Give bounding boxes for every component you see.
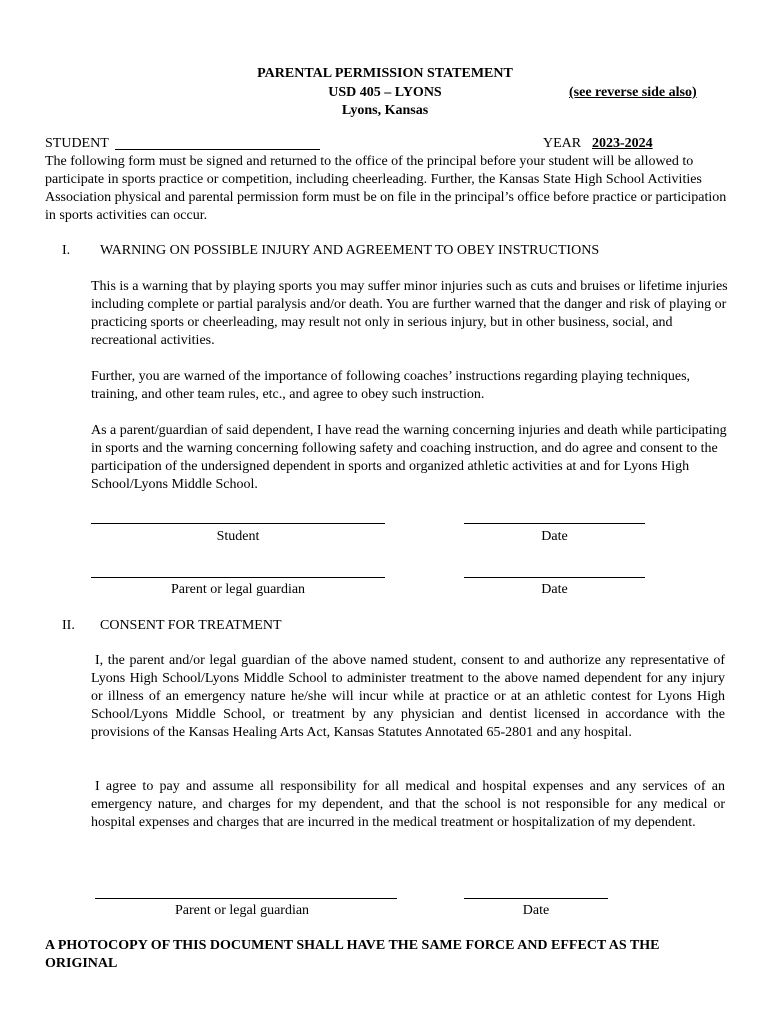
- section1-paragraph-3: As a parent/guardian of said dependent, I have read the warning concerning injuries and death while participating in sports and the warning concerning following safety and coaching instruction, and do agree and consent to the participation of the undersigned dependent in sports and organized athletic activities at and for Lyons High School/Lyons Middle School.: [91, 423, 727, 492]
- student-label: STUDENT: [45, 136, 109, 151]
- district-name: USD 405 – LYONS: [328, 85, 442, 100]
- intro-paragraph: The following form must be signed and returned to the office of the principal before your student will be allowed to participate in sports practice or competition, including cheerleading. Further, the Kansas State High School Activities Association physical and parental permission form must be on file in the principal’s office before practice or participation in sports activities can occur.: [45, 154, 727, 223]
- date-line-2[interactable]: [464, 577, 645, 578]
- date-line-1[interactable]: [464, 523, 645, 524]
- document-title: PARENTAL PERMISSION STATEMENT: [257, 66, 513, 81]
- date-label-2: Date: [541, 582, 568, 597]
- section1-paragraph-1: This is a warning that by playing sports you may suffer minor injuries such as cuts and bruises or lifetime injuries including complete or partial paralysis and/or death. You are further warned that the danger and risk of playing or practicing sports or cheerleading, may result not only in serious injury, but in other business, social, and recreational activities.: [91, 279, 728, 348]
- section1-paragraph-2: Further, you are warned of the importance of following coaches’ instructions regarding playing techniques, training, and other team rules, etc., and agree to obey such instruction.: [91, 369, 691, 402]
- parent-signature-label-1: Parent or legal guardian: [170, 582, 306, 597]
- parent-signature-label-2: Parent or legal guardian: [174, 903, 310, 918]
- section1-numeral: I.: [62, 243, 71, 258]
- student-signature-line[interactable]: [91, 523, 385, 524]
- section1-heading: WARNING ON POSSIBLE INJURY AND AGREEMENT TO OBEY INSTRUCTIONS: [100, 243, 600, 258]
- parent-signature-line-1[interactable]: [91, 577, 385, 578]
- reverse-side-note: (see reverse side also): [569, 85, 697, 100]
- section2-numeral: II.: [62, 618, 75, 633]
- section2-paragraph-1: I, the parent and/or legal guardian of the above named student, consent to and authorize any representative of Lyons High School/Lyons Middle School to administer treatment to the above named dependent for any injury or illness of an emergency nature he/she will incur while at practice or at an athletic contest for Lyons High School/Lyons Middle School, or treatment by any physician and dentist licensed in accordance with the provisions of the Kansas Healing Arts Act, Kansas Statutes Annotated 65-2801 and any hospital.: [91, 653, 725, 740]
- date-label-1: Date: [541, 529, 568, 544]
- photocopy-notice: A PHOTOCOPY OF THIS DOCUMENT SHALL HAVE THE SAME FORCE AND EFFECT AS THE ORIGINAL: [45, 938, 660, 971]
- year-value: 2023-2024: [592, 136, 653, 151]
- city-name: Lyons, Kansas: [341, 103, 429, 118]
- student-signature-label: Student: [216, 529, 260, 544]
- student-name-field[interactable]: [115, 149, 320, 150]
- year-label: YEAR: [543, 136, 582, 151]
- date-line-3[interactable]: [464, 898, 608, 899]
- section2-heading: CONSENT FOR TREATMENT: [100, 618, 282, 633]
- parent-signature-line-2[interactable]: [95, 898, 397, 899]
- date-label-3: Date: [522, 903, 550, 918]
- section2-paragraph-2: I agree to pay and assume all responsibility for all medical and hospital expenses and any services of an emergency nature, and charges for my dependent, and that the school is not responsible for any medical or hospital expenses and charges that are incurred in the medical treatment or hospitalization of my dependent.: [91, 779, 725, 830]
